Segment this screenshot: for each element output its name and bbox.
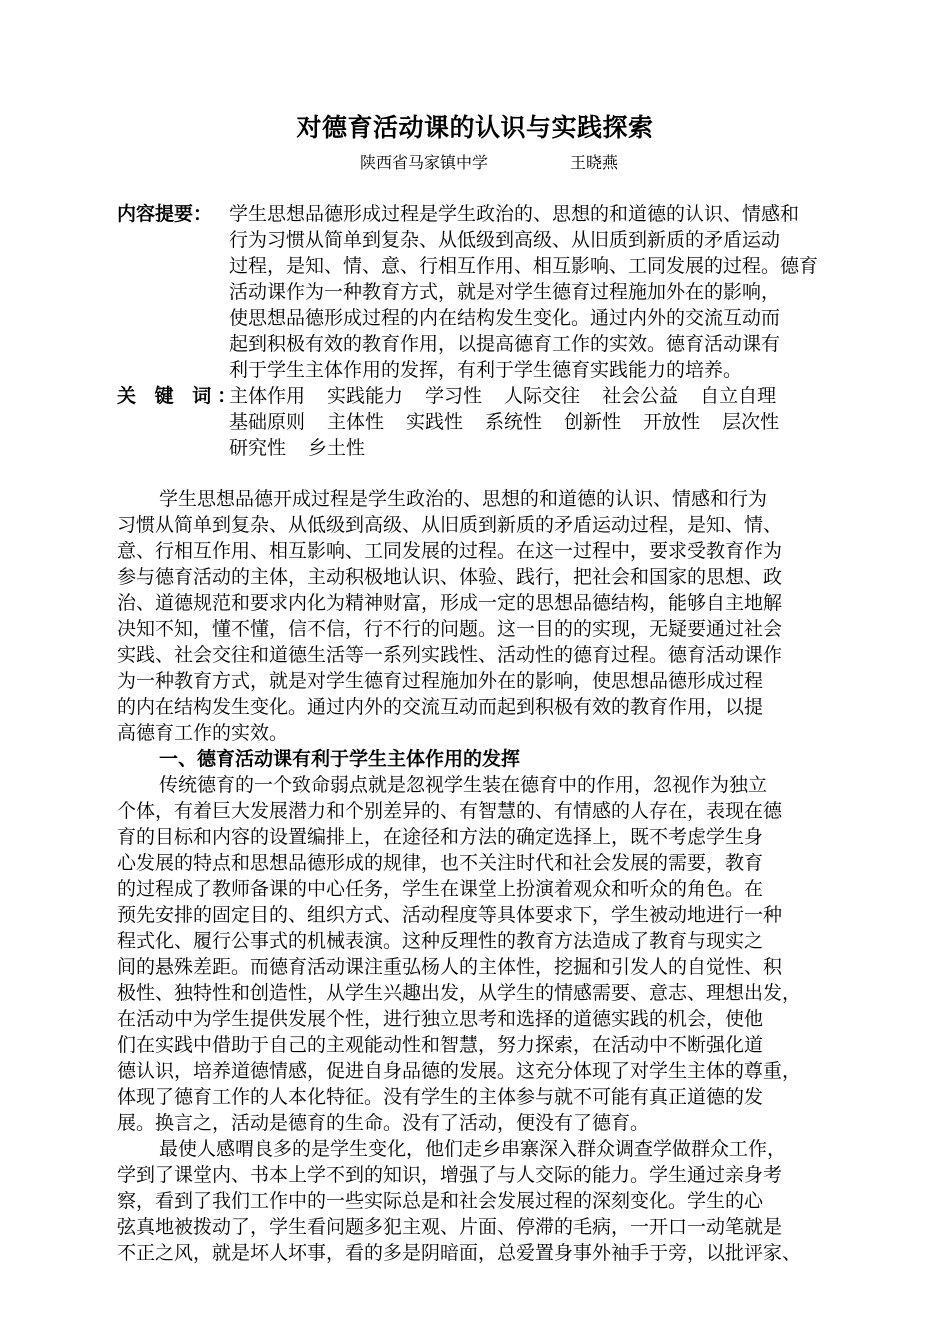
keyword: 自立自理 [700, 385, 777, 407]
body-line: 传统德育的一个致命弱点就是忽视学生装在德育中的作用，忽视作为独立 [159, 774, 768, 796]
author-name: 王晓燕 [570, 153, 619, 172]
body-line: 间的悬殊差距。而德育活动课注重弘杨人的主体性，挖掘和引发人的自觉性、积 [117, 956, 783, 978]
body-line: 们在实践中借助于自己的主观能动性和智慧，努力探索，在活动中不断强化道 [117, 1034, 764, 1056]
keyword: 主体性 [327, 411, 385, 433]
body-line: 习惯从简单到复杂、从低级到高级、从旧质到新质的矛盾运动过程，是知、情、 [117, 514, 783, 536]
body-line: 决知不知，懂不懂，信不信，行不行的问题。这一目的的实现，无疑要通过社会 [117, 618, 783, 640]
body-line: 的内在结构发生变化。通过内外的交流互动而起到积极有效的教育作用，以提 [117, 696, 764, 718]
body-line: 体现了德育工作的人本化特征。没有学生的主体参与就不可能有真正道德的发 [117, 1086, 764, 1108]
body-line: 心发展的特点和思想品德形成的规律，也不关注时代和社会发展的需要，教育 [117, 852, 764, 874]
abstract-line: 使思想品德形成过程的内在结构发生变化。通过内外的交流互动而 [229, 307, 781, 329]
body-line: 学生思想品德开成过程是学生政治的、思想的和道德的认识、情感和行为 [159, 488, 768, 510]
keyword: 系统性 [485, 411, 543, 433]
keyword: 主体作用 [229, 385, 306, 407]
keywords-label: 关 键 词： [117, 385, 243, 407]
keyword: 开放性 [643, 411, 701, 433]
section-heading: 一、德育活动课有利于学生主体作用的发挥 [159, 748, 521, 770]
keyword: 研究性 [229, 437, 287, 459]
keyword: 人际交往 [504, 385, 581, 407]
body-line: 个体，有着巨大发展潜力和个别差异的、有智慧的、有情感的人存在，表现在德 [117, 800, 783, 822]
body-line: 的过程成了教师备课的中心任务，学生在课堂上扮演着观众和听众的角色。在 [117, 878, 764, 900]
body-line: 展。换言之，活动是德育的生命。没有了活动，便没有了德育。 [117, 1112, 650, 1134]
keyword: 实践能力 [327, 385, 404, 407]
document-title: 对德育活动课的认识与实践探索 [296, 113, 654, 142]
body-line: 预先安排的固定目的、组织方式、活动程度等具体要求下，学生被动地进行一种 [117, 904, 783, 926]
body-line: 参与德育活动的主体，主动积极地认识、体验、践行，把社会和国家的思想、政 [117, 566, 783, 588]
keyword: 社会公益 [602, 385, 679, 407]
abstract-label: 内容提要： [117, 203, 213, 225]
abstract-row [117, 201, 877, 383]
abstract-line: 活动课作为一种教育方式，就是对学生德育过程施加外在的影响， [229, 281, 781, 303]
body-line: 在活动中为学生提供发展个性，进行独立思考和选择的道德实践的机会，使他 [117, 1008, 764, 1030]
abstract-block [117, 201, 877, 461]
keywords-line [229, 409, 877, 435]
body-line: 最使人感喟良多的是学生变化，他们走乡串寨深入群众调查学做群众工作， [159, 1138, 787, 1160]
keyword: 创新性 [564, 411, 622, 433]
abstract-text [229, 201, 877, 383]
body-line: 育的目标和内容的设置编排上，在途径和方法的确定选择上，既不考虑学生身 [117, 826, 764, 848]
keywords-line [229, 383, 877, 409]
body-line: 德认识，培养道德情感，促进自身品德的发展。这充分体现了对学生主体的尊重， [117, 1060, 802, 1082]
keyword: 实践性 [406, 411, 464, 433]
body-line: 不正之风，就是坏人坏事，看的多是阴暗面，总爱置身事外袖手于旁，以批评家、 [117, 1242, 802, 1264]
keywords-line [229, 435, 877, 461]
body-line: 察，看到了我们工作中的一些实际总是和社会发展过程的深刻变化。学生的心 [117, 1190, 764, 1212]
body-line: 弦真地被拨动了，学生看问题多犯主观、片面、停滞的毛病，一开口一动笔就是 [117, 1216, 783, 1238]
body-line: 实践、社会交往和道德生活等一系列实践性、活动性的德育过程。德育活动课作 [117, 644, 783, 666]
body-line: 极性、独特性和创造性，从学生兴趣出发，从学生的情感需要、意志、理想出发， [117, 982, 802, 1004]
keywords-text [229, 383, 877, 461]
keyword: 基础原则 [229, 411, 306, 433]
keywords-row [117, 383, 877, 461]
body-line: 为一种教育方式，就是对学生德育过程施加外在的影响，使思想品德形成过程 [117, 670, 764, 692]
abstract-line: 学生思想品德形成过程是学生政治的、思想的和道德的认识、情感和 [229, 203, 800, 225]
abstract-line: 起到积极有效的教育作用，以提高德育工作的实效。德育活动课有 [229, 333, 781, 355]
keyword: 乡土性 [308, 437, 366, 459]
author-school: 陕西省马家镇中学 [360, 153, 489, 172]
body-line: 高德育工作的实效。 [117, 722, 289, 744]
body-line: 程式化、履行公事式的机械表演。这种反理性的教育方法造成了教育与现实之 [117, 930, 764, 952]
body-line: 意、行相互作用、相互影响、工同发展的过程。在这一过程中，要求受教育作为 [117, 540, 783, 562]
body-line: 学到了课堂内、书本上学不到的知识，增强了与人交际的能力。学生通过亲身考 [117, 1164, 783, 1186]
keyword: 学习性 [425, 385, 483, 407]
keyword: 层次性 [722, 411, 780, 433]
body-line: 治、道德规范和要求内化为精神财富，形成一定的思想品德结构，能够自主地解 [117, 592, 783, 614]
abstract-line: 利于学生主体作用的发挥，有利于学生德育实践能力的培养。 [229, 359, 743, 381]
abstract-line: 过程，是知、情、意、行相互作用、相互影响、工同发展的过程。德育 [229, 255, 819, 277]
abstract-line: 行为习惯从简单到复杂、从低级到高级、从旧质到新质的矛盾运动 [229, 229, 781, 251]
body-text [117, 486, 877, 1266]
